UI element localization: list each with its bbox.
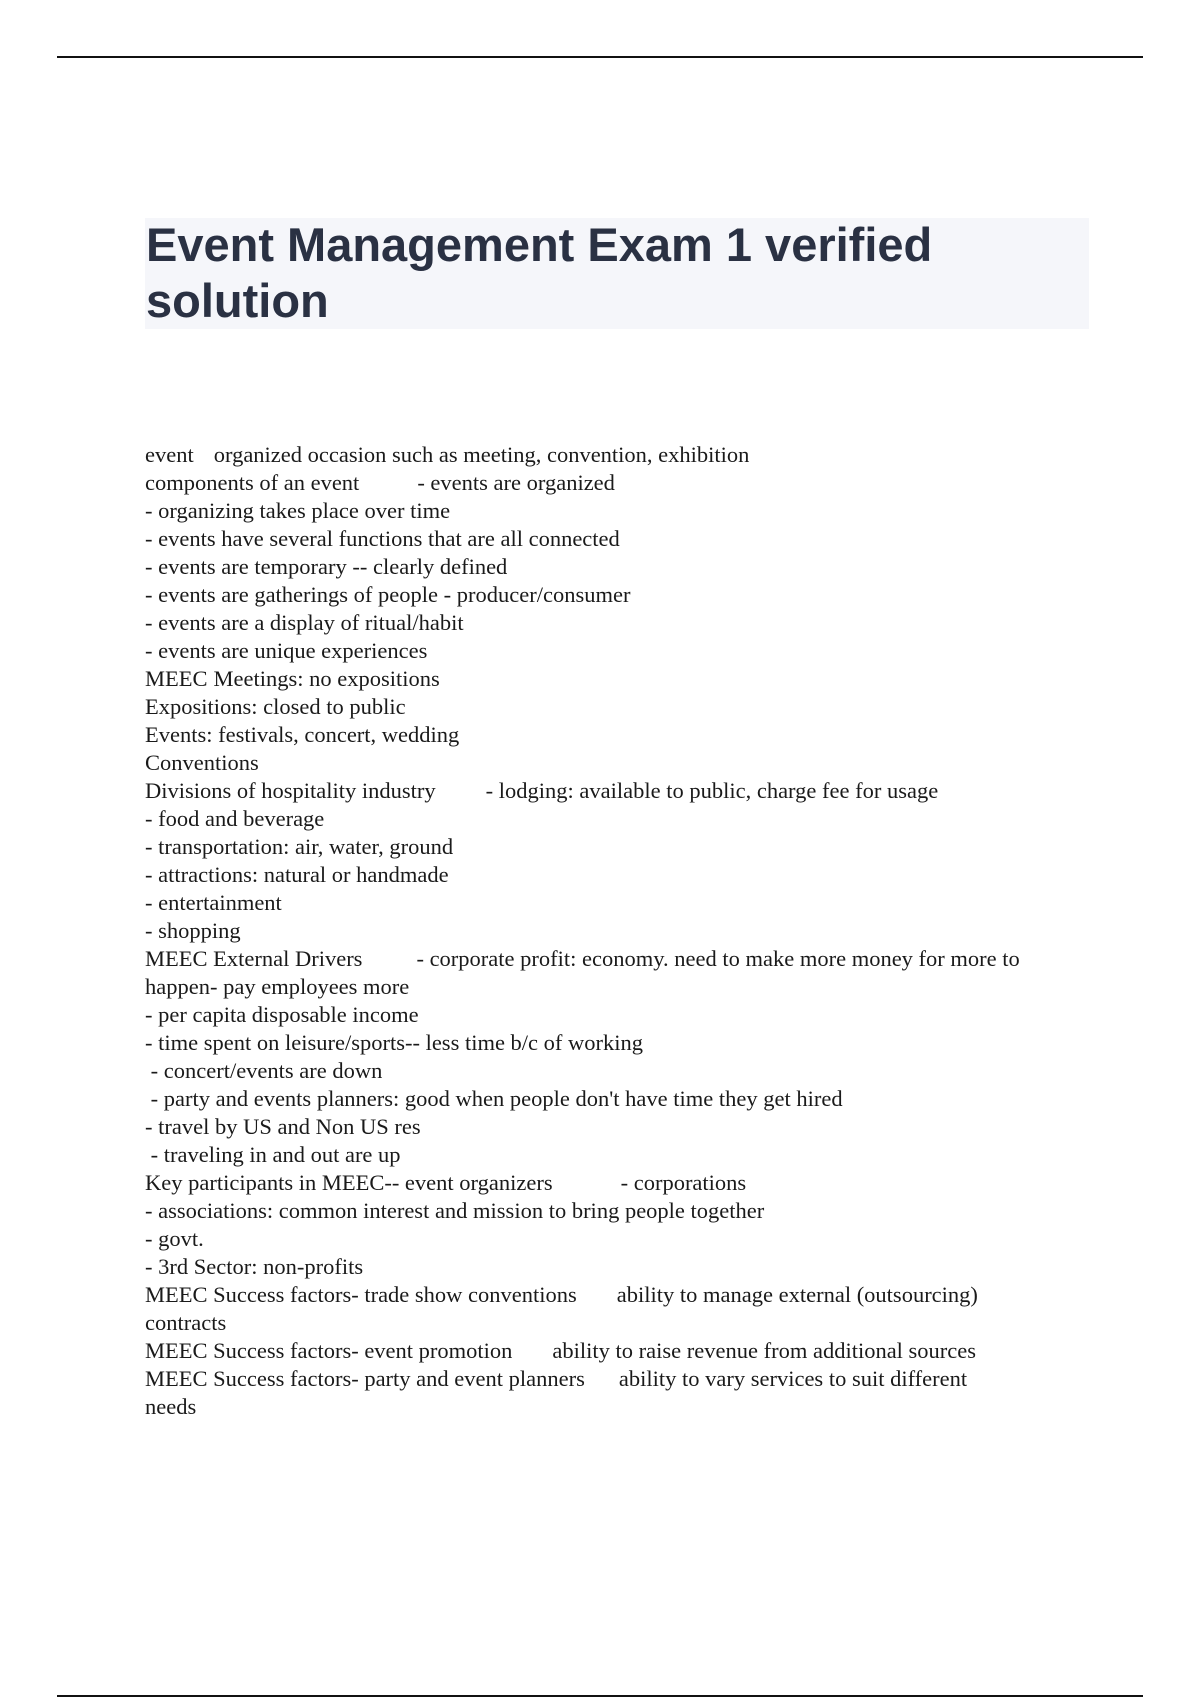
text-line: - attractions: natural or handmade: [145, 862, 449, 887]
term: Key participants in MEEC-- event organizers: [145, 1170, 553, 1195]
text-line: Conventions: [145, 750, 259, 775]
text-line: - 3rd Sector: non-profits: [145, 1254, 364, 1279]
text-line: - organizing takes place over time: [145, 498, 451, 523]
term: MEEC Success factors- party and event planners: [145, 1366, 585, 1391]
flashcard-line: [145, 441, 1095, 469]
term: MEEC Success factors- trade show conventions: [145, 1282, 577, 1307]
definition: ability to manage external (outsourcing): [616, 1282, 978, 1307]
definition: ability to vary services to suit different: [618, 1366, 968, 1391]
text-line: Expositions: closed to public: [145, 694, 406, 719]
text-line: - govt.: [145, 1226, 204, 1251]
text-line: - associations: common interest and mission to bring people together: [145, 1198, 765, 1223]
text-line: - party and events planners: good when people don't have time they get hired: [145, 1086, 843, 1111]
flashcard-line: [145, 1365, 1095, 1393]
text-line: - food and beverage: [145, 806, 325, 831]
term: Divisions of hospitality industry: [145, 778, 436, 803]
flashcard-line: [145, 665, 1095, 693]
definition: - events are organized: [417, 470, 615, 495]
text-line: contracts: [145, 1310, 227, 1335]
text-line: - events are unique experiences: [145, 638, 428, 663]
flashcard-line: [145, 1169, 1095, 1197]
definition: ability to raise revenue from additional sources: [552, 1338, 977, 1363]
text-line: - events have several functions that are all connected: [145, 526, 620, 551]
text-line: - events are a display of ritual/habit: [145, 610, 464, 635]
flashcard-line: [145, 1337, 1095, 1365]
term: MEEC: [145, 666, 208, 691]
definition: - lodging: available to public, charge fee for usage: [485, 778, 939, 803]
flashcard-line: [145, 1281, 1095, 1309]
flashcard-list: [145, 441, 1095, 1421]
text-line: - traveling in and out are up: [145, 1142, 401, 1167]
top-rule: [57, 56, 1143, 58]
text-line: - travel by US and Non US res: [145, 1114, 421, 1139]
text-line: - time spent on leisure/sports-- less time b/c of working: [145, 1030, 644, 1055]
text-line: - events are temporary -- clearly defined: [145, 554, 508, 579]
flashcard-line: [145, 469, 1095, 497]
definition: organized occasion such as meeting, convention, exhibition: [213, 442, 750, 467]
text-line: - entertainment: [145, 890, 282, 915]
page-title: Event Management Exam 1 verified solution: [146, 218, 933, 327]
term: event: [145, 442, 194, 467]
term: components of an event: [145, 470, 360, 495]
flashcard-line: [145, 945, 1095, 973]
text-line: - per capita disposable income: [145, 1002, 419, 1027]
definition: Meetings: no expositions: [213, 666, 440, 691]
text-line: happen- pay employees more: [145, 974, 410, 999]
definition: - corporate profit: economy. need to make more money for more to: [416, 946, 1020, 971]
text-line: Events: festivals, concert, wedding: [145, 722, 460, 747]
bottom-rule: [57, 1695, 1143, 1697]
flashcard-line: [145, 777, 1095, 805]
text-line: - shopping: [145, 918, 241, 943]
definition: - corporations: [620, 1170, 747, 1195]
term: MEEC Success factors- event promotion: [145, 1338, 513, 1363]
term: MEEC External Drivers: [145, 946, 363, 971]
text-line: - events are gatherings of people - producer/consumer: [145, 582, 631, 607]
text-line: needs: [145, 1394, 197, 1419]
text-line: - concert/events are down: [145, 1058, 383, 1083]
text-line: - transportation: air, water, ground: [145, 834, 454, 859]
